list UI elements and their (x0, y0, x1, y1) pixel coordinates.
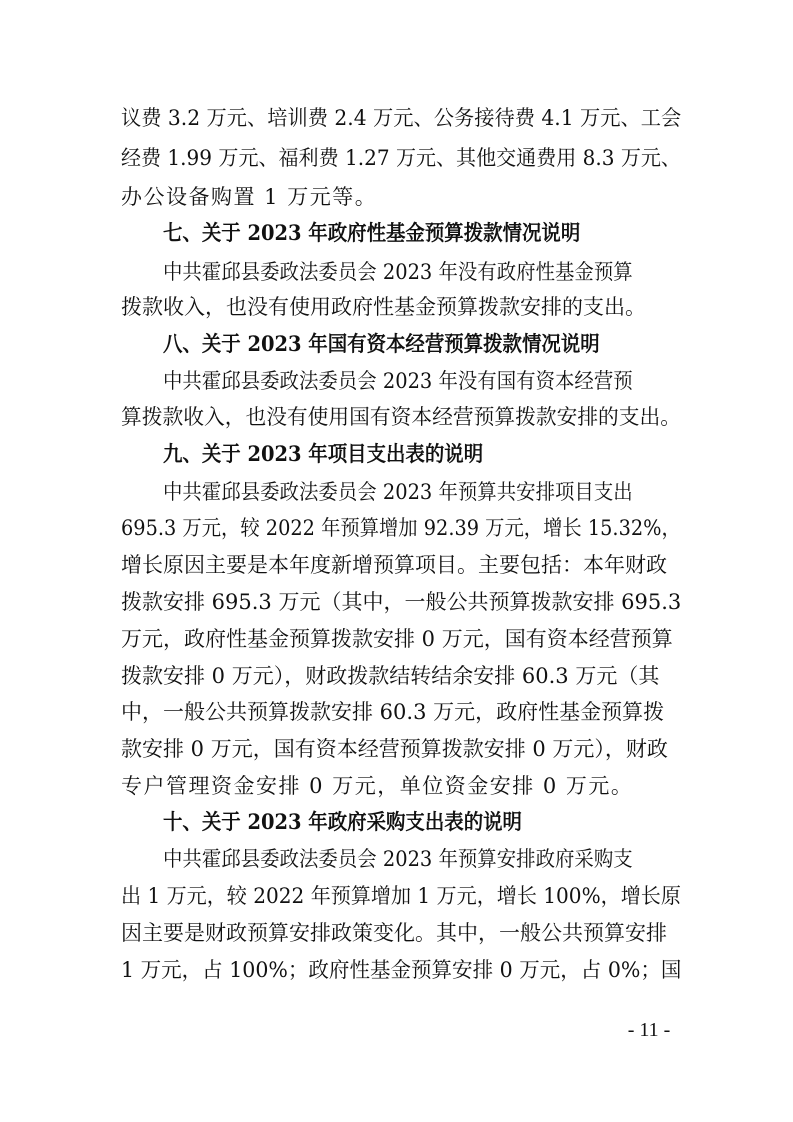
section-heading-8: 八、关于 2023 年国有资本经营预算拨款情况说明 (163, 331, 600, 356)
body-text-line: 增长原因主要是本年度新增预算项目。主要包括：本年财政 (121, 553, 667, 577)
body-text-line: 议费 3.2 万元、培训费 2.4 万元、公务接待费 4.1 万元、工会 (121, 106, 682, 130)
body-text-line: 办公设备购置 1 万元等。 (121, 185, 378, 209)
body-text-line: 专户管理资金安排 0 万元，单位资金安排 0 万元。 (121, 774, 634, 798)
body-text-line: 中共霍邱县委政法委员会 2023 年没有政府性基金预算 (163, 260, 633, 284)
body-text-line: 因主要是财政预算安排政策变化。其中，一般公共预算安排 (121, 921, 667, 945)
body-text-line: 695.3 万元，较 2022 年预算增加 92.39 万元，增长 15.32%， (121, 516, 681, 540)
body-text-line: 万元，政府性基金预算拨款安排 0 万元，国有资本经营预算 (121, 627, 673, 651)
body-text-line: 中共霍邱县委政法委员会 2023 年没有国有资本经营预 (163, 369, 633, 393)
section-heading-7: 七、关于 2023 年政府性基金预算拨款情况说明 (163, 220, 581, 245)
body-text-line: 经费 1.99 万元、福利费 1.27 万元、其他交通费用 8.3 万元、 (121, 146, 681, 170)
body-text-line: 中，一般公共预算拨款安排 60.3 万元，政府性基金预算拨 (121, 700, 665, 724)
body-text-line: 拨款收入，也没有使用政府性基金预算拨款安排的支出。 (121, 295, 646, 319)
body-text-line: 拨款安排 695.3 万元（其中，一般公共预算拨款安排 695.3 (121, 590, 682, 614)
body-text-line: 款安排 0 万元，国有资本经营预算拨款安排 0 万元），财政 (121, 737, 668, 761)
section-heading-9: 九、关于 2023 年项目支出表的说明 (163, 441, 484, 466)
body-text-line: 中共霍邱县委政法委员会 2023 年预算安排政府采购支 (163, 847, 633, 871)
body-text-line: 出 1 万元，较 2022 年预算增加 1 万元，增长 100%，增长原 (121, 884, 681, 908)
section-heading-10: 十、关于 2023 年政府采购支出表的说明 (163, 809, 522, 834)
body-text-line: 中共霍邱县委政法委员会 2023 年预算共安排项目支出 (163, 480, 633, 504)
body-text-line: 算拨款收入，也没有使用国有资本经营预算拨款安排的支出。 (121, 405, 682, 429)
body-text-line: 1 万元，占 100%；政府性基金预算安排 0 万元，占 0%；国 (121, 958, 682, 982)
body-text-line: 拨款安排 0 万元），财政拨款结转结余安排 60.3 万元（其 (121, 664, 660, 688)
page-number: - 11 - (627, 1019, 671, 1041)
